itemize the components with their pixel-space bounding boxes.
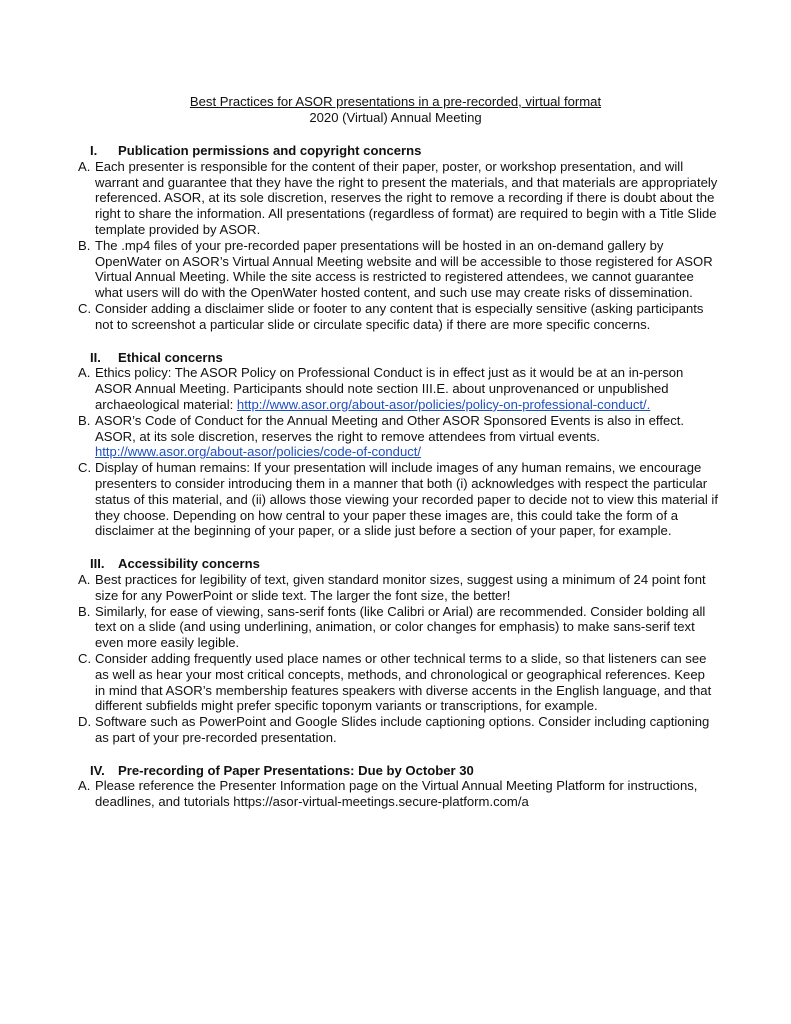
list-item-letter: C. — [78, 460, 92, 476]
list-item-segment: Consider adding a disclaimer slide or footer to any content that is especially sensitive (asking participants not to screenshot a particular slide or circulate specific data) if there are more specific concerns. — [95, 300, 704, 332]
section — [78, 556, 718, 746]
policy-link[interactable]: http://www.asor.org/about-asor/policies/policy-on-professional-conduct/. — [236, 396, 651, 412]
list-item-segment: Software such as PowerPoint and Google Slides include captioning options. Consider including captioning as part of your pre-recorded presentation. — [95, 714, 710, 745]
list-item-letter: B. — [78, 237, 91, 253]
section-heading — [78, 556, 718, 572]
list-item-text — [95, 365, 718, 412]
list-item-text — [95, 778, 718, 810]
list-item-letter: A. — [78, 365, 91, 381]
list-item — [78, 651, 718, 714]
list-item-segment: Each presenter is responsible for the content of their paper, poster, or workshop presentation, and will warrant and guarantee that they have the right to present the materials, and that materials are appropriately referenced. ASOR, at its sole discretion, reserves the right to remove a recording if there is doubt about the right to share the information. All presentations (regardless of format) are required to begin with a Title Slide template provided by ASOR. — [95, 158, 718, 237]
list-item-letter: C. — [78, 650, 92, 666]
section — [78, 350, 718, 540]
list-item — [78, 159, 718, 238]
list-item-segment: Consider adding frequently used place names or other technical terms to a slide, so that listeners can see as well as hear your most critical concepts, methods, and chronological or geographical references. Keep in mind that ASOR’s membership features speakers with diverse accents in the English language, and that different subfields might prefer specific toponym variants or transcriptions, for example. — [95, 650, 712, 714]
list-item-letter: A. — [78, 158, 91, 174]
list-item-text — [95, 159, 718, 238]
list-item-segment: Best practices for legibility of text, given standard monitor sizes, suggest using a minimum of 24 point font size for any PowerPoint or slide text. The larger the font size, the better! — [95, 571, 706, 603]
list-item — [78, 238, 718, 301]
section-heading — [78, 143, 718, 159]
list-item — [78, 365, 718, 412]
section-title: Accessibility concerns — [118, 556, 260, 572]
document-body — [78, 143, 718, 827]
list-item — [78, 301, 718, 333]
list-item-segment: The .mp4 files of your pre-recorded paper presentations will be hosted in an on-demand gallery by OpenWater on ASOR’s Virtual Annual Meeting website and will be accessible to those registered for ASOR Virtual Annual Meeting. While the site access is restricted to registered attendees, we cannot guarantee what users will do with the OpenWater hosted content, and such use may create risks of dissemination. — [95, 237, 713, 301]
list-item-text — [95, 413, 718, 460]
list-item-letter: A. — [78, 778, 91, 794]
list-item — [78, 604, 718, 651]
list-item-text — [95, 460, 718, 539]
section-title: Ethical concerns — [118, 349, 223, 365]
list-item-segment: Ethics policy: The ASOR Policy on Professional Conduct is in effect just as it would be at an in-person ASOR Annual Meeting. Participants should note section III.E. about unprovenanced or unpublished archaeological material: — [95, 365, 684, 412]
list-item-text — [95, 604, 718, 651]
list-item — [78, 413, 718, 460]
list-item-text — [95, 714, 718, 746]
list-item-text — [95, 651, 718, 714]
list-item-letter: B. — [78, 412, 91, 428]
document-subtitle: 2020 (Virtual) Annual Meeting — [309, 110, 482, 125]
list-item-segment: Display of human remains: If your presentation will include images of any human remains, we encourage presenters to consider introducing them in a manner that both (i) acknowledges with respect the particular status of this material, and (ii) allows those viewing your recorded paper to decide not to view this material if they choose. Depending on how central to your paper these images are, this could take the form of a disclaimer at the beginning of your paper, or a slide just before a section of your paper, for example. — [95, 460, 718, 539]
list-item-letter: D. — [78, 714, 92, 730]
section-number: I. — [90, 143, 98, 158]
list-item-text — [95, 238, 718, 301]
section-heading — [78, 350, 718, 366]
section — [78, 763, 718, 810]
section-number: III. — [90, 556, 105, 572]
section-title: Pre-recording of Paper Presentations: Due by October 30 — [118, 762, 474, 778]
list-item-segment: Please reference the Presenter Information page on the Virtual Annual Meeting Platform for instructions, deadlines, and tutorials https://asor-virtual-meetings.secure-platform.com/a — [95, 778, 698, 810]
section-heading — [78, 763, 718, 779]
list-item — [78, 714, 718, 746]
list-item — [78, 572, 718, 604]
section-title: Publication permissions and copyright concerns — [118, 143, 422, 158]
section-number: II. — [90, 349, 101, 365]
list-item-letter: C. — [78, 300, 92, 316]
document-header — [0, 94, 791, 126]
list-item-segment: ASOR’s Code of Conduct for the Annual Meeting and Other ASOR Sponsored Events is also in effect. ASOR, at its sole discretion, reserves the right to remove attendees from virtual events. — [95, 412, 685, 444]
list-item — [78, 460, 718, 539]
section-number: IV. — [90, 762, 105, 778]
list-item-text — [95, 572, 718, 604]
list-item-text — [95, 301, 718, 333]
list-item — [78, 778, 718, 810]
list-item-letter: B. — [78, 603, 91, 619]
document-title: Best Practices for ASOR presentations in a pre-recorded, virtual format — [189, 94, 602, 109]
list-item-letter: A. — [78, 571, 91, 587]
policy-link[interactable]: http://www.asor.org/about-asor/policies/code-of-conduct/ — [95, 444, 422, 460]
list-item-segment: Similarly, for ease of viewing, sans-serif fonts (like Calibri or Arial) are recommended. Consider bolding all text on a slide (and using underlining, animation, or color changes for emphasis) to make sans-serif text even more easily legible. — [95, 603, 706, 651]
section — [78, 143, 718, 333]
